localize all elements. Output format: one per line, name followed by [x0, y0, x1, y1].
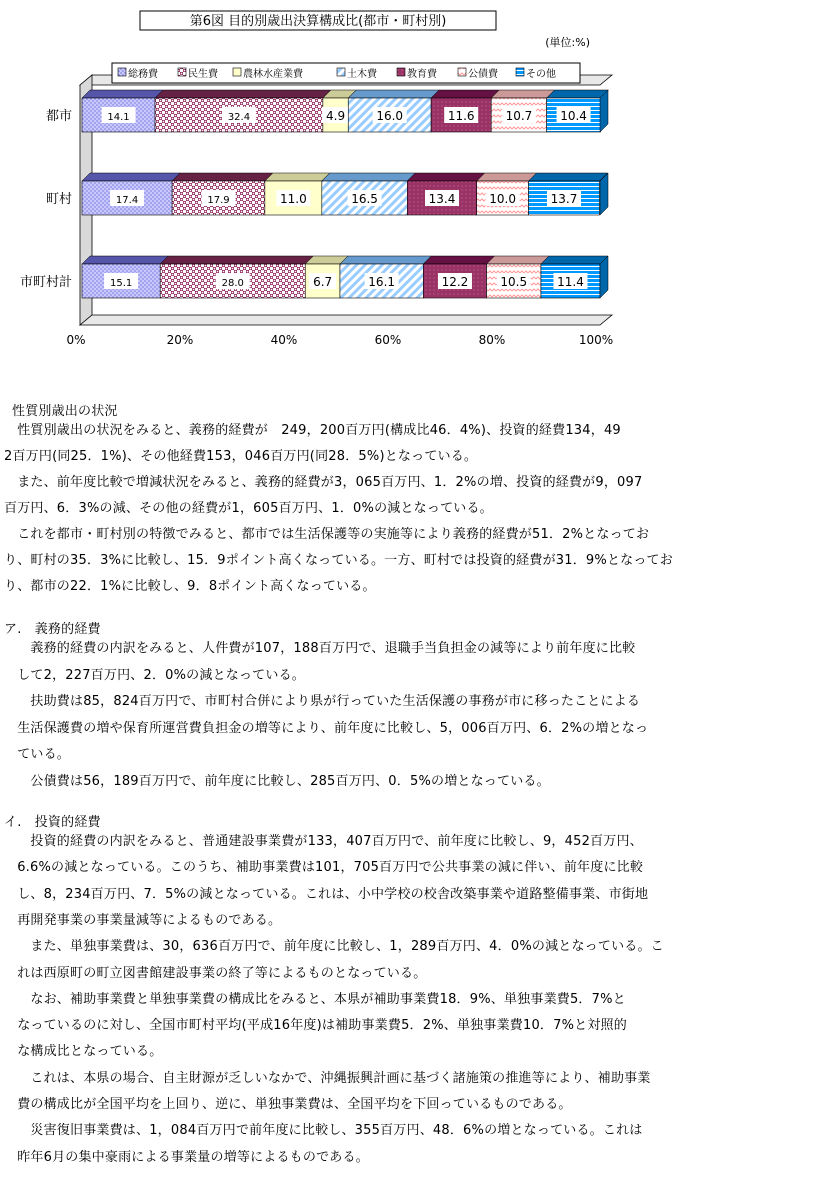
i-lines-line-2: し、8，234百万円、7．5%の減となっている。これは、小中学校の校舎改築事業や道路整備事業、市街地: [4, 886, 649, 902]
i-lines-line-10: 費の構成比が全国平均を上回り、逆に、単独事業費は、全国平均を下回っているものである。: [4, 1097, 572, 1112]
category-label-0: 都市: [45, 109, 72, 124]
a-lines-line-5: 公債費は56，189百万円で、前年度に比較し、285百万円、0．5%の増となっている。: [4, 773, 550, 789]
legend-label-6: その他: [526, 69, 556, 80]
data-label-3-0: 16.0: [376, 109, 404, 123]
data-label-5-1: 10.0: [489, 192, 516, 206]
a-lines-line-1: して2，227百万円、2．0%の減となっている。: [4, 667, 305, 683]
i-lines-line-1: 6.6%の減となっている。このうち、補助事業費は101，705百万円で公共事業の減に伴い、前年度に比較: [4, 860, 644, 876]
a-lines-line-0: 義務的経費の内訳をみると、人件費が107，188百万円で、退職手当負担金の減等により前年度に比較: [4, 641, 636, 656]
a-lines-line-4: ている。: [4, 747, 71, 762]
i-lines-line-5: れは西原町の町立図書館建設事業の終了等によるものとなっている。: [4, 965, 427, 981]
i-lines-line-0: 投資的経費の内訳をみると、普通建設事業費が133，407百万円で、前年度に比較し、9，452百万円、: [4, 834, 643, 849]
data-label-0-2: 15.1: [109, 278, 133, 289]
i-lines-line-8: な構成比となっている。: [4, 1044, 163, 1060]
x-tick-label-0: 0%: [66, 333, 86, 347]
legend-label-5: 公債費: [468, 69, 498, 80]
data-label-1-1: 17.9: [207, 195, 230, 206]
legend-label-0: 総務費: [128, 69, 158, 80]
legend-label-2: 農林水産業費: [243, 69, 303, 80]
x-tick-label-4: 80%: [478, 333, 506, 347]
intro-lines-line-4: これを都市・町村別の特徴でみると、都市では生活保護等の実施等により義務的経費が51．2%となってお: [4, 527, 650, 542]
data-label-2-1: 11.0: [279, 192, 307, 206]
data-label-6-2: 11.4: [557, 275, 584, 289]
legend-label-3: 土木費: [347, 69, 377, 80]
section-a-title: ア. 義務的経費: [4, 622, 101, 637]
data-label-0-1: 17.4: [115, 195, 139, 206]
i-lines-line-6: なお、補助事業費と単独事業費の構成比をみると、本県が補助事業費18．9%、単独事業費5．7%と: [4, 991, 626, 1007]
legend-label-1: 民生費: [188, 69, 218, 80]
data-label-1-2: 28.0: [221, 278, 244, 289]
section-i-title: イ. 投資的経費: [4, 815, 101, 830]
data-label-5-0: 10.7: [505, 109, 533, 123]
section-heading: 性質別歳出の状況: [12, 404, 118, 419]
legend-label-4: 教育費: [407, 69, 437, 80]
data-label-5-2: 10.5: [500, 275, 528, 289]
data-label-2-2: 6.7: [313, 275, 333, 289]
x-tick-label-2: 40%: [270, 333, 298, 347]
data-label-6-0: 10.4: [560, 109, 587, 123]
intro-lines-line-3: 百万円、6．3%の減、その他の経費が1，605百万円、1．0%の減となっている。: [4, 501, 493, 516]
i-lines-line-7: なっているのに対し、全国市町村平均(平成16年度)は補助事業費5．2%、単独事業費10．7%と対照的: [4, 1018, 627, 1034]
category-label-1: 町村: [45, 192, 72, 207]
x-tick-label-5: 100%: [578, 333, 614, 347]
data-label-6-1: 13.7: [550, 192, 578, 206]
intro-lines-line-0: 性質別歳出の状況をみると、義務的経費が 249，200百万円(構成比46．4%)、投資的経費134，49: [4, 423, 621, 438]
intro-lines-line-5: り、町村の35．3%に比較し、15．9ポイント高くなっている。一方、町村では投資的経費が31．9%となってお: [4, 553, 673, 568]
data-label-4-2: 12.2: [441, 275, 469, 289]
a-lines-line-3: 生活保護費の増や保育所運営費負担金の増等により、前年度に比較し、5，006百万円、6．2%の増となっ: [4, 720, 649, 736]
i-lines-line-9: これは、本県の場合、自主財源が乏しいなかで、沖縄振興計画に基づく諸施策の推進等により、補助事業: [4, 1070, 651, 1086]
category-label-2: 市町村計: [19, 275, 72, 290]
x-tick-label-1: 20%: [166, 333, 194, 347]
data-label-0-0: 14.1: [107, 112, 130, 123]
unit-note: (単位:%): [545, 36, 590, 49]
data-label-4-0: 11.6: [447, 109, 475, 123]
i-lines-line-12: 昨年6月の集中豪雨による事業量の増等によるものである。: [4, 1149, 369, 1165]
intro-lines-line-1: 2百万円(同25．1%)、その他経費153，046百万円(同28．5%)となっている。: [4, 449, 478, 464]
i-lines-line-3: 再開発事業の事業量減等によるものである。: [4, 912, 282, 928]
intro-lines-line-6: り、都市の22．1%に比較し、9．8ポイント高くなっている。: [4, 579, 376, 594]
data-label-4-1: 13.4: [428, 192, 456, 206]
i-lines-line-11: 災害復旧事業費は、1，084百万円で前年度に比較し、355百万円、48．6%の増となっている。これは: [4, 1123, 643, 1139]
intro-lines-line-2: また、前年度比較で増減状況をみると、義務的経費が3，065百万円、1．2%の増、投資的経費が9，097: [4, 475, 643, 490]
chart-title: 第6図 目的別歳出決算構成比(都市・町村別): [189, 14, 447, 29]
data-label-3-2: 16.1: [368, 275, 396, 289]
data-label-1-0: 32.4: [227, 112, 251, 123]
a-lines-line-2: 扶助費は85，824百万円で、市町村合併により県が行っていた生活保護の事務が市に移ったことによる: [4, 694, 641, 709]
i-lines-line-4: また、単独事業費は、30，636百万円で、前年度に比較し、1，289百万円、4．0%の減となっている。こ: [4, 939, 664, 955]
data-label-3-1: 16.5: [351, 192, 378, 206]
x-tick-label-3: 60%: [374, 333, 402, 347]
data-label-2-0: 4.9: [326, 109, 346, 123]
